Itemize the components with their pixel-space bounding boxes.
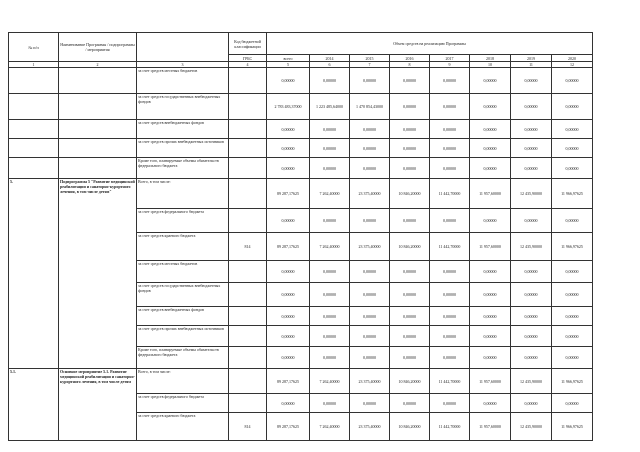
funding-source: за счет средств краевого бюджета bbox=[137, 413, 229, 441]
column-number: 11 bbox=[511, 62, 552, 68]
amount-cell: 0,00000 bbox=[350, 209, 390, 233]
amount-cell: 0,00000 bbox=[310, 347, 350, 369]
amount-cell: 0,00000 bbox=[310, 283, 350, 307]
amount-cell: 11 442,70000 bbox=[430, 413, 470, 441]
budget-table bbox=[8, 32, 593, 441]
header-year: 2017 bbox=[430, 55, 470, 62]
header-year: 2014 bbox=[310, 55, 350, 62]
amount-cell: 0,00000 bbox=[511, 209, 552, 233]
amount-cell: 10 846,20000 bbox=[390, 369, 430, 394]
amount-cell: 0,00000 bbox=[470, 326, 511, 347]
amount-cell: 11 957,60000 bbox=[470, 369, 511, 394]
amount-cell: 11 966,97625 bbox=[552, 233, 593, 261]
grbs-code bbox=[229, 179, 267, 209]
amount-cell: 7 262,40000 bbox=[310, 413, 350, 441]
amount-cell: 0,00000 bbox=[430, 158, 470, 179]
amount-cell: 0,00000 bbox=[511, 283, 552, 307]
amount-cell: 7 262,40000 bbox=[310, 233, 350, 261]
grbs-code bbox=[229, 307, 267, 326]
grbs-code bbox=[229, 261, 267, 283]
amount-cell: 0,00000 bbox=[552, 283, 593, 307]
amount-cell: 0,00000 bbox=[430, 209, 470, 233]
program-name bbox=[59, 139, 137, 158]
amount-cell: 0,00000 bbox=[430, 139, 470, 158]
row-number bbox=[9, 68, 59, 94]
amount-cell: 0,00000 bbox=[511, 394, 552, 413]
column-number: 2 bbox=[59, 62, 137, 68]
row-number bbox=[9, 94, 59, 120]
grbs-code bbox=[229, 347, 267, 369]
funding-source: за счет средств прочих внебюджетных источников bbox=[137, 139, 229, 158]
amount-cell: 0,00000 bbox=[552, 68, 593, 94]
funding-source: за счет средств прочих внебюджетных источников bbox=[137, 326, 229, 347]
grbs-code: 814 bbox=[229, 233, 267, 261]
amount-cell: 12 435,90000 bbox=[511, 179, 552, 209]
amount-cell: 0,00000 bbox=[350, 120, 390, 139]
amount-cell: 89 287,17625 bbox=[267, 179, 310, 209]
grbs-code: 814 bbox=[229, 413, 267, 441]
amount-cell: 0,00000 bbox=[267, 283, 310, 307]
funding-source: за счет средств федерального бюджета bbox=[137, 394, 229, 413]
amount-cell: 0,00000 bbox=[350, 139, 390, 158]
table-row bbox=[9, 94, 593, 120]
amount-cell: 0,00000 bbox=[430, 283, 470, 307]
program-name bbox=[59, 68, 137, 94]
amount-cell: 0,00000 bbox=[390, 261, 430, 283]
amount-cell: 11 957,60000 bbox=[470, 413, 511, 441]
grbs-code bbox=[229, 68, 267, 94]
amount-cell: 0,00000 bbox=[552, 307, 593, 326]
amount-cell: 12 435,90000 bbox=[511, 413, 552, 441]
amount-cell: 0,00000 bbox=[552, 158, 593, 179]
amount-cell: 0,00000 bbox=[430, 94, 470, 120]
amount-cell: 0,00000 bbox=[470, 139, 511, 158]
row-number bbox=[9, 158, 59, 179]
amount-cell: 0,00000 bbox=[552, 394, 593, 413]
amount-cell: 0,00000 bbox=[310, 326, 350, 347]
amount-cell: 0,00000 bbox=[267, 347, 310, 369]
amount-cell: 89 287,17625 bbox=[267, 413, 310, 441]
amount-cell: 89 287,17625 bbox=[267, 233, 310, 261]
amount-cell: 11 442,70000 bbox=[430, 179, 470, 209]
amount-cell: 0,00000 bbox=[267, 209, 310, 233]
funding-source: за счет средств местных бюджетов bbox=[137, 68, 229, 94]
table-row bbox=[9, 158, 593, 179]
grbs-code bbox=[229, 139, 267, 158]
amount-cell: 0,00000 bbox=[267, 158, 310, 179]
row-number bbox=[9, 120, 59, 139]
amount-cell: 11 966,97625 bbox=[552, 369, 593, 394]
amount-cell: 0,00000 bbox=[511, 120, 552, 139]
header-num: № п/п bbox=[9, 33, 59, 62]
header-grbs: ГРБС bbox=[229, 55, 267, 62]
header-volume: Объем средств на реализацию Программы bbox=[267, 33, 593, 55]
amount-cell: 0,00000 bbox=[390, 394, 430, 413]
amount-cell: 0,00000 bbox=[511, 158, 552, 179]
amount-cell: 10 846,20000 bbox=[390, 233, 430, 261]
column-number: 1 bbox=[9, 62, 59, 68]
amount-cell: 0,00000 bbox=[511, 347, 552, 369]
grbs-code bbox=[229, 326, 267, 347]
grbs-code bbox=[229, 283, 267, 307]
amount-cell: 11 957,60000 bbox=[470, 179, 511, 209]
amount-cell: 11 957,60000 bbox=[470, 233, 511, 261]
funding-source: Кроме того, планируемые объемы обязательств федерального бюджета bbox=[137, 347, 229, 369]
amount-cell: 0,00000 bbox=[267, 307, 310, 326]
amount-cell: 0,00000 bbox=[470, 158, 511, 179]
amount-cell: 0,00000 bbox=[310, 261, 350, 283]
amount-cell: 0,00000 bbox=[267, 394, 310, 413]
amount-cell: 0,00000 bbox=[552, 347, 593, 369]
amount-cell: 0,00000 bbox=[470, 261, 511, 283]
amount-cell: 11 442,70000 bbox=[430, 233, 470, 261]
amount-cell: 23 375,40000 bbox=[350, 369, 390, 394]
funding-source: за счет средств внебюджетных фондов bbox=[137, 307, 229, 326]
amount-cell: 0,00000 bbox=[390, 158, 430, 179]
amount-cell: 7 262,40000 bbox=[310, 369, 350, 394]
amount-cell: 0,00000 bbox=[310, 307, 350, 326]
amount-cell: 0,00000 bbox=[390, 307, 430, 326]
amount-cell: 0,00000 bbox=[310, 139, 350, 158]
header-name: Наименование Программы / подпрограммы / мероприятия bbox=[59, 33, 137, 62]
amount-cell: 23 375,40000 bbox=[350, 413, 390, 441]
header-year: 2019 bbox=[511, 55, 552, 62]
grbs-code bbox=[229, 394, 267, 413]
amount-cell: 0,00000 bbox=[267, 139, 310, 158]
column-number: 8 bbox=[390, 62, 430, 68]
amount-cell: 0,00000 bbox=[470, 307, 511, 326]
column-number: 3 bbox=[137, 62, 229, 68]
funding-source: за счет средств федерального бюджета bbox=[137, 209, 229, 233]
amount-cell: 0,00000 bbox=[390, 94, 430, 120]
amount-cell: 11 442,70000 bbox=[430, 369, 470, 394]
header-year: 2018 bbox=[470, 55, 511, 62]
amount-cell: 10 846,20000 bbox=[390, 413, 430, 441]
amount-cell: 0,00000 bbox=[552, 120, 593, 139]
amount-cell: 0,00000 bbox=[350, 347, 390, 369]
amount-cell: 0,00000 bbox=[350, 158, 390, 179]
amount-cell: 2 783 483,37000 bbox=[267, 94, 310, 120]
amount-cell: 0,00000 bbox=[267, 326, 310, 347]
funding-source: за счет средств государственных внебюджетных фондов bbox=[137, 94, 229, 120]
grbs-code bbox=[229, 209, 267, 233]
funding-source: за счет средств государственных внебюджетных фондов bbox=[137, 283, 229, 307]
grbs-code bbox=[229, 369, 267, 394]
row-number: 5. bbox=[9, 179, 59, 369]
amount-cell: 0,00000 bbox=[511, 139, 552, 158]
header-year: 2015 bbox=[350, 55, 390, 62]
table-row bbox=[9, 139, 593, 158]
program-name bbox=[59, 94, 137, 120]
header-year: всего bbox=[267, 55, 310, 62]
program-name bbox=[59, 158, 137, 179]
amount-cell: 0,00000 bbox=[267, 120, 310, 139]
amount-cell: 0,00000 bbox=[511, 326, 552, 347]
amount-cell: 0,00000 bbox=[511, 261, 552, 283]
amount-cell: 0,00000 bbox=[430, 394, 470, 413]
table-row bbox=[9, 120, 593, 139]
amount-cell: 0,00000 bbox=[430, 261, 470, 283]
amount-cell: 12 435,90000 bbox=[511, 233, 552, 261]
column-number: 9 bbox=[430, 62, 470, 68]
amount-cell: 0,00000 bbox=[350, 68, 390, 94]
amount-cell: 0,00000 bbox=[350, 283, 390, 307]
amount-cell: 0,00000 bbox=[310, 68, 350, 94]
amount-cell: 0,00000 bbox=[430, 326, 470, 347]
amount-cell: 0,00000 bbox=[390, 68, 430, 94]
amount-cell: 0,00000 bbox=[470, 209, 511, 233]
amount-cell: 1 470 854,43000 bbox=[350, 94, 390, 120]
row-number: 5.1. bbox=[9, 369, 59, 441]
amount-cell: 0,00000 bbox=[390, 347, 430, 369]
amount-cell: 1 223 485,64000 bbox=[310, 94, 350, 120]
amount-cell: 0,00000 bbox=[390, 209, 430, 233]
amount-cell: 0,00000 bbox=[470, 347, 511, 369]
amount-cell: 0,00000 bbox=[310, 394, 350, 413]
amount-cell: 0,00000 bbox=[430, 307, 470, 326]
amount-cell: 0,00000 bbox=[552, 261, 593, 283]
amount-cell: 0,00000 bbox=[552, 139, 593, 158]
amount-cell: 0,00000 bbox=[350, 261, 390, 283]
program-name: Подпрограмма 5 "Развитие медицинской реабилитации и санаторно-курортного лечения, в том числе детям" bbox=[59, 179, 137, 369]
table-row bbox=[9, 369, 593, 394]
amount-cell: 11 966,97625 bbox=[552, 413, 593, 441]
amount-cell: 0,00000 bbox=[552, 94, 593, 120]
funding-source: Всего, в том числе: bbox=[137, 179, 229, 209]
header-code: Код бюджетной классификации bbox=[229, 33, 267, 55]
amount-cell: 0,00000 bbox=[430, 68, 470, 94]
header-year: 2016 bbox=[390, 55, 430, 62]
funding-source: Всего, в том числе: bbox=[137, 369, 229, 394]
amount-cell: 0,00000 bbox=[390, 326, 430, 347]
amount-cell: 0,00000 bbox=[390, 120, 430, 139]
funding-source: за счет средств местных бюджетов bbox=[137, 261, 229, 283]
amount-cell: 0,00000 bbox=[470, 94, 511, 120]
column-number: 5 bbox=[267, 62, 310, 68]
amount-cell: 0,00000 bbox=[430, 347, 470, 369]
amount-cell: 0,00000 bbox=[511, 307, 552, 326]
column-number: 6 bbox=[310, 62, 350, 68]
amount-cell: 0,00000 bbox=[310, 120, 350, 139]
program-name: Основное мероприятие 5.1. Развитие медицинской реабилитации и санаторно-курортного лечения, в том числе детям bbox=[59, 369, 137, 441]
amount-cell: 0,00000 bbox=[350, 307, 390, 326]
amount-cell: 23 375,40000 bbox=[350, 233, 390, 261]
amount-cell: 0,00000 bbox=[390, 139, 430, 158]
amount-cell: 11 966,97625 bbox=[552, 179, 593, 209]
amount-cell: 0,00000 bbox=[470, 283, 511, 307]
column-number: 10 bbox=[470, 62, 511, 68]
grbs-code bbox=[229, 94, 267, 120]
amount-cell: 0,00000 bbox=[552, 209, 593, 233]
column-number: 7 bbox=[350, 62, 390, 68]
header-year: 2020 bbox=[552, 55, 593, 62]
table-row bbox=[9, 68, 593, 94]
amount-cell: 0,00000 bbox=[511, 68, 552, 94]
amount-cell: 0,00000 bbox=[350, 326, 390, 347]
amount-cell: 12 435,90000 bbox=[511, 369, 552, 394]
table-row bbox=[9, 179, 593, 209]
amount-cell: 0,00000 bbox=[552, 326, 593, 347]
amount-cell: 0,00000 bbox=[390, 283, 430, 307]
funding-source: Кроме того, планируемые объемы обязательств федерального бюджета bbox=[137, 158, 229, 179]
amount-cell: 0,00000 bbox=[267, 261, 310, 283]
amount-cell: 0,00000 bbox=[470, 394, 511, 413]
amount-cell: 0,00000 bbox=[470, 68, 511, 94]
amount-cell: 7 262,40000 bbox=[310, 179, 350, 209]
header-source bbox=[137, 33, 229, 62]
grbs-code bbox=[229, 120, 267, 139]
amount-cell: 0,00000 bbox=[310, 158, 350, 179]
funding-source: за счет средств краевого бюджета bbox=[137, 233, 229, 261]
amount-cell: 23 375,40000 bbox=[350, 179, 390, 209]
amount-cell: 0,00000 bbox=[511, 94, 552, 120]
funding-source: за счет средств внебюджетных фондов bbox=[137, 120, 229, 139]
column-number: 4 bbox=[229, 62, 267, 68]
amount-cell: 10 846,20000 bbox=[390, 179, 430, 209]
amount-cell: 0,00000 bbox=[350, 394, 390, 413]
amount-cell: 0,00000 bbox=[267, 68, 310, 94]
grbs-code bbox=[229, 158, 267, 179]
column-number: 12 bbox=[552, 62, 593, 68]
amount-cell: 89 287,17625 bbox=[267, 369, 310, 394]
amount-cell: 0,00000 bbox=[430, 120, 470, 139]
program-name bbox=[59, 120, 137, 139]
amount-cell: 0,00000 bbox=[470, 120, 511, 139]
row-number bbox=[9, 139, 59, 158]
amount-cell: 0,00000 bbox=[310, 209, 350, 233]
